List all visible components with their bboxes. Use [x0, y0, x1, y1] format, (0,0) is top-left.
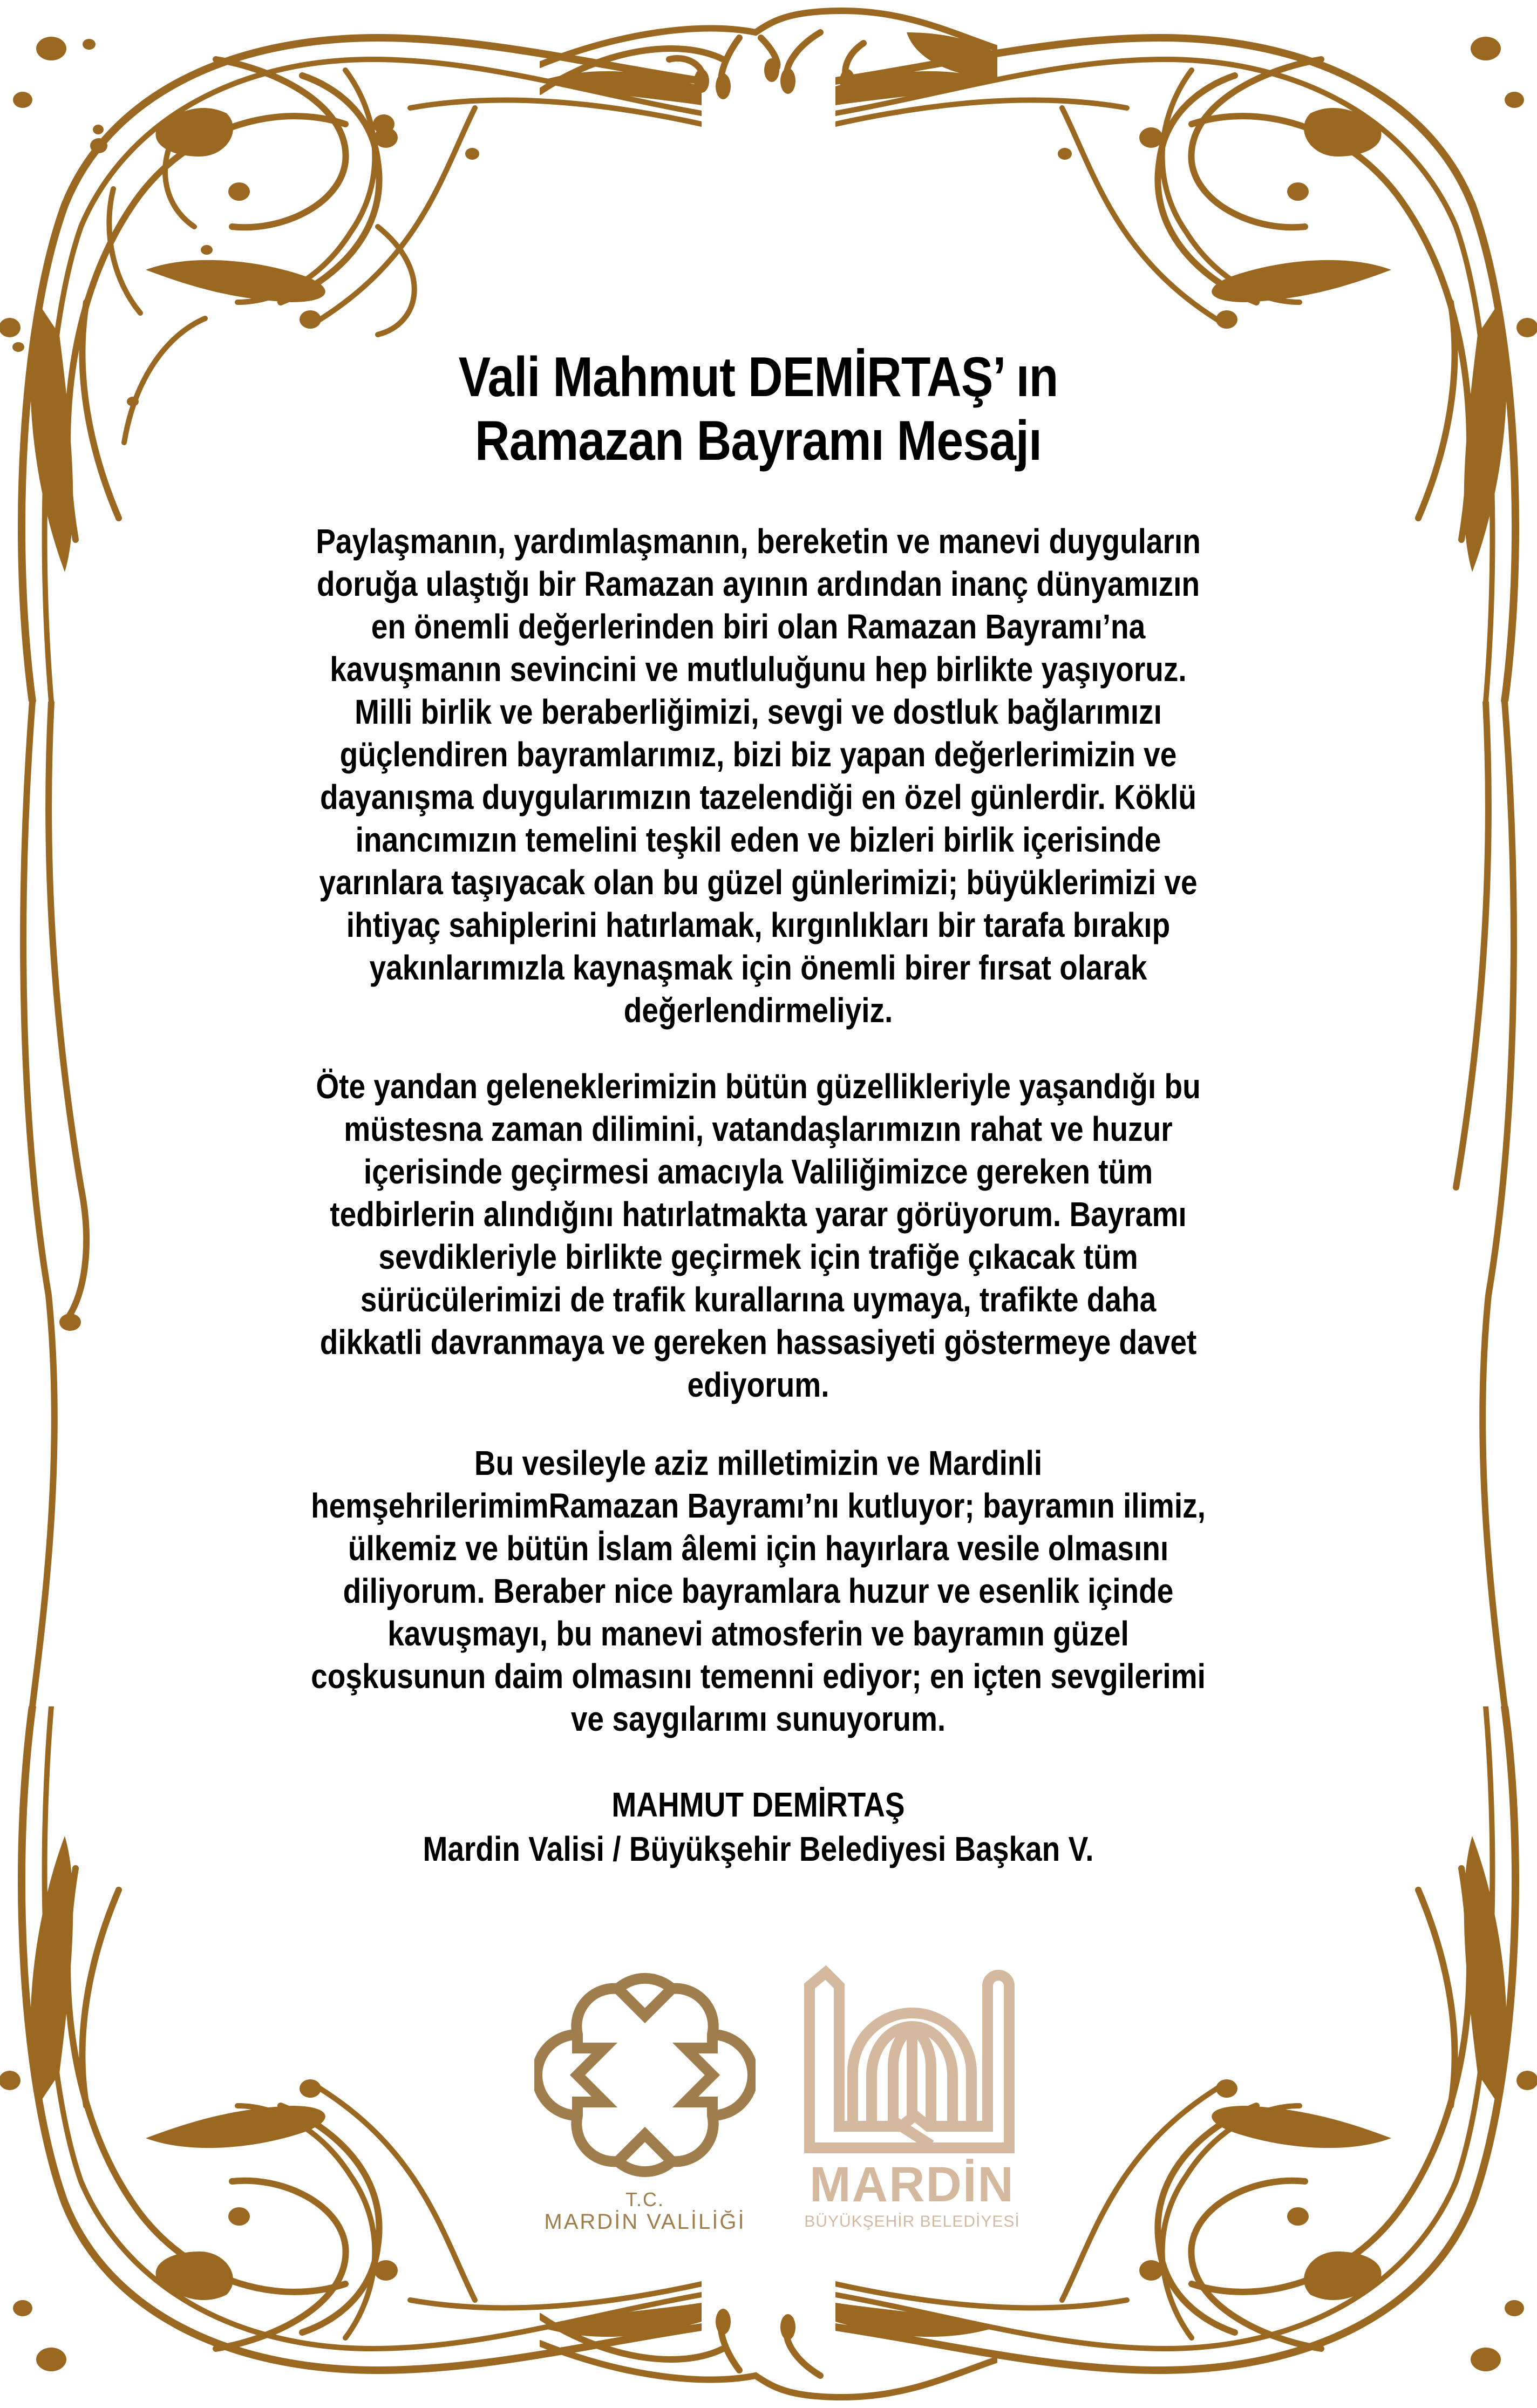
mardin-buyuksehir-belediyesi-logo — [799, 1959, 1025, 2234]
paragraph-line: değerlendirmeliyiz. — [623, 991, 893, 1030]
paragraph-1 — [260, 520, 1257, 1032]
belediye-mardin-label: MARDİN — [810, 2157, 1015, 2212]
paragraph-line: müstesna zaman dilimini, vatandaşlarımızın rahat ve huzur — [344, 1110, 1173, 1148]
paragraph-line: inancımızın temelini teşkil eden ve bizleri birlik içerisinde — [355, 820, 1161, 859]
signature-name: MAHMUT DEMİRTAŞ — [611, 1785, 905, 1824]
paragraph-line: Öte yandan geleneklerimizin bütün güzellikleriyle yaşandığı bu — [316, 1067, 1201, 1106]
valilik-name-label: MARDİN VALİLİĞİ — [544, 2210, 746, 2234]
paragraph-line: ve saygılarımı sunuyorum. — [570, 1699, 946, 1738]
paragraph-line: yakınlarımızla kaynaşmak için önemli birer fırsat olarak — [369, 948, 1147, 987]
paragraph-line: sürücülerimizi de trafik kurallarına uymaya, trafikte daha — [360, 1280, 1157, 1319]
title-line-1: Vali Mahmut DEMİRTAŞ’ ın — [458, 346, 1058, 409]
paragraph-line: ülkemiz ve bütün İslam âlemi için hayırlara vesile olmasını — [348, 1529, 1169, 1568]
mosque-dome-minarets-icon — [799, 1959, 1025, 2159]
paragraph-line: coşkusunun daim olmasını temenni ediyor; en içten sevgilerimi — [311, 1657, 1206, 1696]
title-line-2: Ramazan Bayramı Mesajı — [475, 410, 1042, 472]
top-flourish-icon — [540, 0, 997, 173]
paragraph-line: dikkatli davranmaya ve gereken hassasiyeti göstermeye davet — [319, 1323, 1197, 1362]
paragraph-line: Paylaşmanın, yardımlaşmanın, bereketin ve manevi duyguların — [316, 522, 1201, 561]
paragraph-line: kavuşmanın sevincini ve mutluluğunu hep birlikte yaşıyoruz. — [330, 650, 1187, 689]
paragraph-line: tedbirlerin alındığını hatırlatmakta yarar görüyorum. Bayramı — [330, 1195, 1187, 1234]
paragraph-line: sevdikleriyle birlikte geçirmek için trafiğe çıkacak tüm — [378, 1237, 1138, 1276]
paragraph-3 — [260, 1442, 1257, 1740]
paragraph-line: ihtiyaç sahiplerini hatırlamak, kırgınlıkları bir tarafa bırakıp — [346, 906, 1171, 944]
page-title — [260, 345, 1257, 473]
paragraph-line: Bu vesileyle aziz milletimizin ve Mardinli — [474, 1444, 1043, 1482]
paragraph-line: yarınlara taşıyacak olan bu güzel günlerimizi; büyüklerimizi ve — [319, 863, 1198, 902]
signature-block — [178, 1783, 1338, 1871]
signature-title: Mardin Valisi / Büyükşehir Belediyesi Başkan V. — [423, 1829, 1094, 1868]
paragraph-line: güçlendiren bayramlarımız, bizi biz yapan değerlerimizin ve — [339, 735, 1177, 774]
paragraph-line: kavuşmayı, bu manevi atmosferin ve bayramın güzel — [387, 1614, 1129, 1653]
valilik-tc-label: T.C. — [625, 2188, 664, 2210]
paragraph-line: içerisinde geçirmesi amacıyla Valiliğimizce gereken tüm — [363, 1152, 1153, 1191]
left-flourish-icon — [0, 702, 140, 1706]
right-flourish-icon — [1397, 702, 1537, 1706]
paragraph-line: dayanışma duygularımızın tazelendiği en özel günlerdir. Köklü — [319, 778, 1197, 817]
paragraph-line: doruğa ulaştığı bir Ramazan ayının ardından inanç dünyamızın — [316, 564, 1200, 603]
bottom-flourish-icon — [540, 2235, 997, 2408]
paragraph-line: Milli birlik ve beraberliğimizi, sevgi ve dostluk bağlarımızı — [355, 692, 1162, 731]
belediye-sub-label: BÜYÜKŞEHİR BELEDİYESİ — [804, 2213, 1020, 2230]
paragraph-line: ediyorum. — [687, 1365, 829, 1404]
mardin-valiligi-logo — [534, 1964, 756, 2234]
paragraph-line: diliyorum. Beraber nice bayramlara huzur ve esenlik içinde — [343, 1572, 1174, 1610]
message-content — [178, 345, 1338, 1871]
paragraph-line: hemşehrilerimimRamazan Bayramı’nı kutluyor; bayramın ilimiz, — [311, 1486, 1206, 1525]
paragraph-2 — [260, 1065, 1257, 1406]
eight-point-star-knot-icon — [534, 1964, 756, 2186]
logos-row — [518, 1948, 1047, 2234]
paragraph-line: en önemli değerlerinden biri olan Ramazan Bayramı’na — [371, 607, 1146, 646]
